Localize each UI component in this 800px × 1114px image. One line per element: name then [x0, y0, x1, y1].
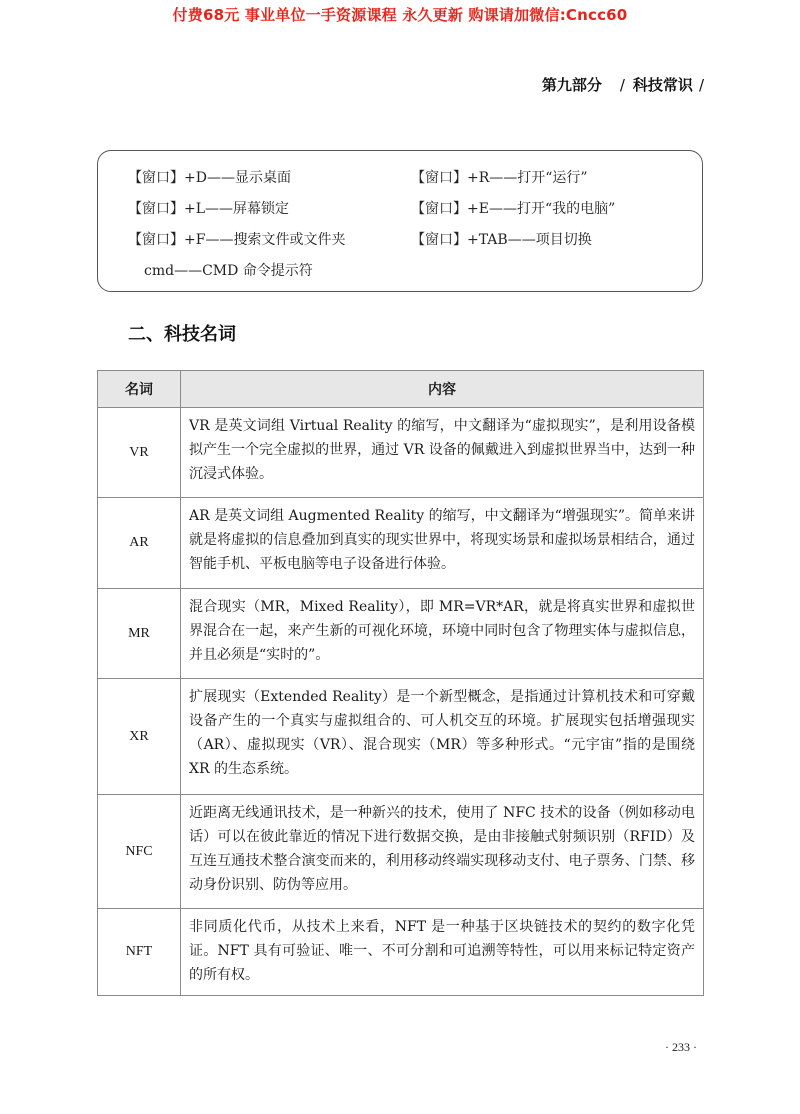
- shortcut-item: 【窗口】+TAB——项目切换: [411, 232, 592, 248]
- table-row: [98, 498, 704, 589]
- shortcut-item: 【窗口】+R——打开“运行”: [411, 170, 588, 186]
- term-content: 混合现实（MR，Mixed Reality），即 MR=VR*AR，就是将真实世界和虚拟世界混合在一起，来产生新的可视化环境，环境中同时包含了物理实体与虚拟信息，并且必须是“实时的”。: [181, 589, 704, 679]
- shortcut-item: cmd——CMD 命令提示符: [144, 263, 313, 279]
- table-row: [98, 408, 704, 498]
- term-content: AR 是英文词组 Augmented Reality 的缩写，中文翻译为“增强现实”。简单来讲就是将虚拟的信息叠加到真实的现实世界中，将现实场景和虚拟场景相结合，通过智能手机、平板电脑等电子设备进行体验。: [181, 498, 704, 589]
- term-name: NFT: [98, 909, 181, 996]
- chapter-topic: 科技常识: [632, 76, 693, 94]
- table-row: [98, 909, 704, 996]
- table-row: [98, 589, 704, 679]
- shortcut-item: 【窗口】+F——搜索文件或文件夹: [128, 232, 346, 248]
- header-separator-end: /: [698, 76, 704, 94]
- term-name: MR: [98, 589, 181, 679]
- header-content: 内容: [181, 371, 704, 408]
- shortcut-item: 【窗口】+L——屏幕锁定: [128, 201, 290, 217]
- promo-banner: 付费68元 事业单位一手资源课程 永久更新 购课请加微信:Cncc60: [172, 6, 628, 24]
- table-header-row: [98, 371, 704, 408]
- term-name: XR: [98, 679, 181, 795]
- shortcut-item: 【窗口】+D——显示桌面: [128, 170, 291, 186]
- term-name: VR: [98, 408, 181, 498]
- term-name: AR: [98, 498, 181, 589]
- section-title: 二、科技名词: [128, 324, 236, 345]
- terms-table: [97, 370, 704, 996]
- term-content: 近距离无线通讯技术，是一种新兴的技术，使用了 NFC 技术的设备（例如移动电话）可以在彼此靠近的情况下进行数据交换，是由非接触式射频识别（RFID）及互连互通技术整合演变而来的，利用移动终端实现移动支付、电子票务、门禁、移动身份识别、防伪等应用。: [181, 795, 704, 909]
- term-content: 扩展现实（Extended Reality）是一个新型概念，是指通过计算机技术和可穿戴设备产生的一个真实与虚拟组合的、可人机交互的环境。扩展现实包括增强现实（AR）、虚拟现实（VR）、混合现实（MR）等多种形式。“元宇宙”指的是围绕 XR 的生态系统。: [181, 679, 704, 795]
- header-name: 名词: [98, 371, 181, 408]
- term-content: 非同质化代币，从技术上来看，NFT 是一种基于区块链技术的契约的数字化凭证。NFT 具有可验证、唯一、不可分割和可追溯等特性，可以用来标记特定资产的所有权。: [181, 909, 704, 996]
- shortcut-box: [97, 150, 703, 292]
- table-row: [98, 795, 704, 909]
- header-separator: /: [619, 76, 625, 94]
- term-name: NFC: [98, 795, 181, 909]
- table-row: [98, 679, 704, 795]
- chapter-part: 第九部分: [541, 76, 602, 94]
- term-content: VR 是英文词组 Virtual Reality 的缩写，中文翻译为“虚拟现实”，是利用设备模拟产生一个完全虚拟的世界，通过 VR 设备的佩戴进入到虚拟世界当中，达到一种沉浸式体验。: [181, 408, 704, 498]
- chapter-header: [542, 74, 704, 95]
- page-number: · 233 ·: [665, 1040, 697, 1054]
- shortcut-item: 【窗口】+E——打开“我的电脑”: [411, 201, 616, 217]
